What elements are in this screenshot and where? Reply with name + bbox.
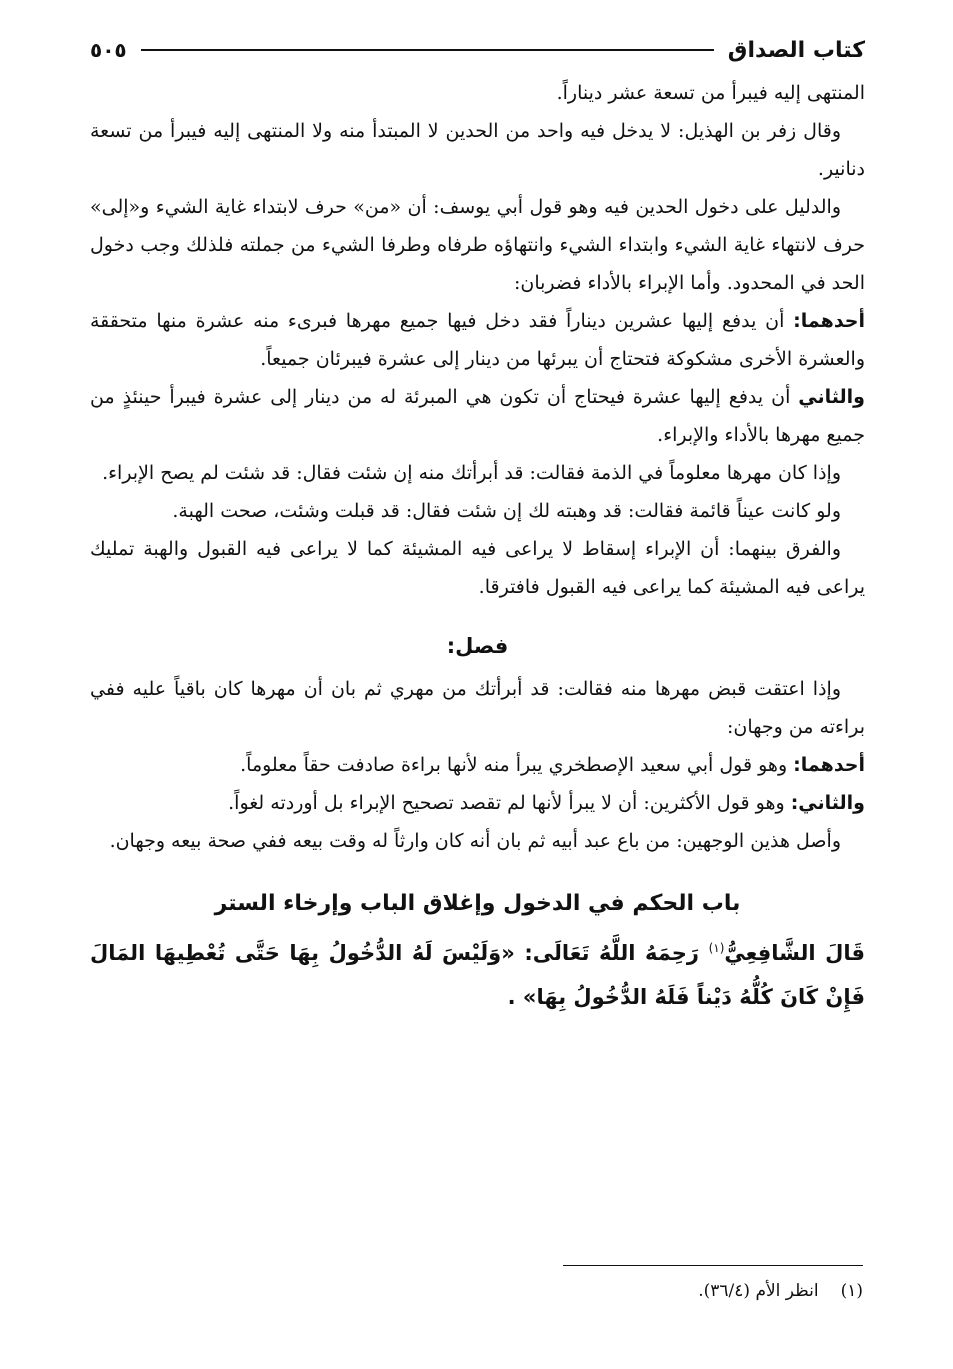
footnote-marker: (١) [840, 1281, 863, 1301]
paragraph-text: وهو قول الأكثرين: أن لا يبرأ لأنها لم تقصد تصحيح الإبراء بل أوردته لغواً. [228, 792, 791, 814]
footnote-rule [563, 1265, 863, 1266]
paragraph-text: وقال زفر بن الهذيل: لا يدخل فيه واحد من الحدين لا المبتدأ منه ولا المنتهى إليه فيبرأ من تسعة دنانير. [90, 120, 865, 180]
section-heading: فصل: [446, 634, 509, 658]
paragraph [90, 112, 865, 188]
paragraph-text: وإذا كان مهرها معلوماً في الذمة فقالت: قد أبرأتك منه إن شئت فقال: قد شئت لم يصح الإبراء. [102, 462, 841, 484]
paragraph-text: ولو كانت عيناً قائمة فقالت: قد وهبته لك إن شئت فقال: قد قبلت وشئت، صحت الهبة. [172, 500, 841, 522]
footnote-reference[interactable]: (١) [708, 941, 725, 955]
paragraph-text: أن يدفع إليها عشرين ديناراً فقد دخل فيها جميع مهرها فبرىء منه عشرة منها متحققة والعشرة الأخرى مشكوكة فتحتاج أن يبرئها من دينار إلى عشرة فيبرئان جميعاً. [90, 310, 865, 370]
paragraph [90, 74, 865, 112]
paragraph [90, 784, 865, 822]
main-text [90, 74, 865, 1019]
paragraph [90, 188, 865, 302]
running-header [90, 30, 865, 70]
paragraph [90, 492, 865, 530]
paragraph [90, 530, 865, 606]
header-rule [141, 49, 714, 51]
page-number: ٥٠٥ [90, 38, 127, 62]
paragraph-text: وهو قول أبي سعيد الإصطخري يبرأ منه لأنها براءة صادفت حقاً معلوماً. [240, 754, 794, 776]
paragraph [90, 302, 865, 378]
paragraph [90, 454, 865, 492]
paragraph-lead: أحدهما: [793, 754, 865, 776]
page-content [90, 30, 865, 1019]
paragraph-text: وإذا اعتقت قبض مهرها منه فقالت: قد أبرأتك من مهري ثم بان أن مهرها كان باقياً عليه ففي براءته من وجهان: [90, 678, 865, 738]
chapter-heading: باب الحكم في الدخول وإغلاق الباب وإرخاء الستر [214, 891, 741, 916]
paragraph [90, 670, 865, 746]
matn-text: رَحِمَهُ اللَّهُ تَعَالَى: «وَلَيْسَ لَهُ الدُّخُولُ بِهَا حَتَّى تُعْطِيهَا المَالَ فَإِنْ كَانَ كُلُّهُ دَيْناً فَلَهُ الدُّخُولُ بِهَا» . [90, 941, 865, 1009]
footnote [88, 1276, 863, 1306]
paragraph-text: أن يدفع إليها عشرة فيحتاج أن تكون هي المبرئة له من دينار إلى عشرة فيبرأ حينئذٍ من جميع مهرها بالأداء والإبراء. [90, 386, 865, 446]
matn-speaker: قَالَ الشَّافِعِيُّ [724, 941, 866, 965]
paragraph-text: والفرق بينهما: أن الإبراء إسقاط لا يراعى فيه المشيئة كما لا يراعى فيه القبول والهبة تمليك يراعى فيه المشيئة كما يراعى فيه القبول فافترقا. [90, 538, 865, 598]
paragraph-lead: والثاني: [790, 792, 865, 814]
matn-quote [90, 926, 865, 1019]
paragraph-text: والدليل على دخول الحدين فيه وهو قول أبي يوسف: أن «من» حرف لابتداء غاية الشيء و«إلى» حرف لانتهاء غاية الشيء وابتداء الشيء وانتهاؤه طرفاه وطرفا الشيء من جملته فلذلك وجب دخول الحد في المحدود. وأما الإبراء بالأداء فضربان: [90, 196, 865, 294]
paragraph [90, 822, 865, 860]
footnote-text: انظر الأم (٣٦/٤). [698, 1281, 819, 1301]
paragraph-lead: أحدهما: [793, 310, 865, 332]
paragraph [90, 746, 865, 784]
paragraph [90, 378, 865, 454]
book-title: كتاب الصداق [727, 37, 865, 63]
paragraph-text: المنتهى إليه فيبرأ من تسعة عشر ديناراً. [556, 82, 865, 104]
paragraph-text: وأصل هذين الوجهين: من باع عبد أبيه ثم بان أنه كان وارثاً له وقت بيعه ففي صحة بيعه وجهان. [109, 830, 841, 852]
paragraph-lead: والثاني [798, 386, 865, 408]
